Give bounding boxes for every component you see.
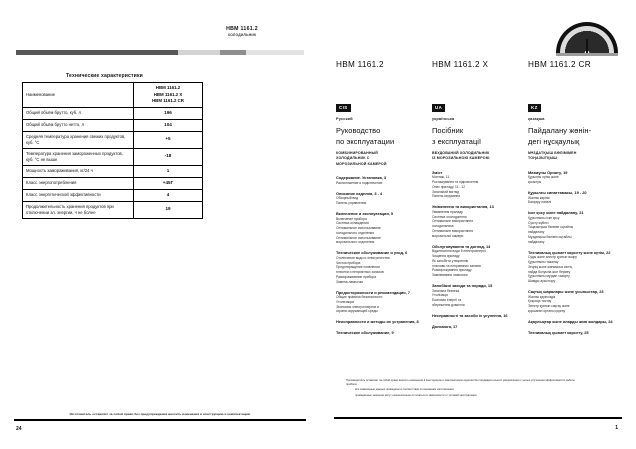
grey-bar-segment-4 — [246, 50, 304, 55]
left-footer-note: Изготовитель оставляет за собой право без предупреждения вносить изменения в конструкцию и комплектацию — [69, 412, 251, 416]
spec-key: Наименование — [23, 83, 134, 108]
toc-entry-title[interactable]: Техническое обслуживание и уход, 6 — [336, 250, 408, 256]
table-row — [23, 119, 203, 131]
toc-entry-title[interactable]: Техникалық қызмет көрсету және күтім, 22 — [528, 249, 611, 255]
language-label: қазақша — [528, 117, 545, 121]
toc-group[interactable] — [432, 204, 520, 238]
toc-entry-subitems: Суды және электр қуатын өшіру Құрылғыны тазалау Зеңнің және жағымсыз иістің пайда болуына жол бермеу Құрылғыны мұздан тазарту Шамды ауыстыру — [528, 255, 577, 284]
left-page-number: 24 — [16, 426, 22, 432]
right-page-footnote — [346, 379, 586, 399]
toc-entry-title[interactable]: Запобіжні заходи та поради, 15 — [432, 283, 493, 289]
toc-group[interactable] — [336, 175, 424, 185]
spec-value: 19 — [134, 201, 203, 218]
spec-value: +5 — [134, 131, 203, 148]
guide-subtitle: МҰЗДАТҚЫШ БӨЛІМІМЕН ТОҢАЗЫТҚЫШ — [528, 151, 577, 161]
toc-group[interactable] — [528, 319, 616, 325]
guide-title: Пайдалану жөнін- дегі нұсқаулық — [528, 126, 592, 146]
toc-entry-subitems: Монтаж, 11 Розташування та підключення Опис приладу, 11 - 12 Загальний вигляд Панель керування — [432, 175, 479, 199]
toc-entry-title[interactable]: Неисправности и методы их устранения, 8 — [336, 319, 419, 325]
toc-entry-title[interactable]: Іске қосу және пайдалану, 21 — [528, 210, 584, 216]
language-badge: KZ — [528, 104, 541, 112]
toc-group[interactable] — [336, 330, 424, 336]
toc-group[interactable] — [432, 313, 520, 319]
table-row — [23, 201, 203, 218]
table-row — [23, 131, 203, 148]
toc-entry-subitems: Расположение и подключение — [336, 180, 383, 185]
guide-subtitle: КОМБИНИРОВАННЫЙ ХОЛОДИЛЬНИК С МОРОЗИЛЬНОЙ КАМЕРОЙ — [336, 151, 387, 166]
toc-entry-subitems: Обзорный вид Панель управления — [336, 196, 367, 206]
spec-value: 4 — [134, 189, 203, 201]
toc-group[interactable] — [336, 319, 424, 325]
toc-group[interactable] — [336, 191, 424, 206]
language-badge: CIS — [336, 104, 351, 112]
toc-entry-title[interactable]: Содержание. Установка, 3 — [336, 175, 387, 181]
model-name: HBM 1161.2 X — [432, 60, 489, 69]
left-page-header — [172, 26, 312, 37]
toc-entry-title[interactable]: Увімкнення та використання, 13 — [432, 204, 494, 210]
language-column-cis — [336, 96, 432, 341]
grey-bar-segment-2 — [178, 50, 220, 55]
spec-key: Класс энергопотребления — [23, 177, 134, 189]
toc-group[interactable] — [432, 283, 520, 308]
spec-key: Общий объём брутто нетто, л — [23, 119, 134, 131]
spec-key: Средняя температура хранения свежих продуктов, куб. °C — [23, 131, 134, 148]
spec-key: Температура хранения замороженных продуктов, куб. °C не выше — [23, 148, 134, 165]
toc-group[interactable] — [528, 289, 616, 314]
spec-value: 104 — [134, 119, 203, 131]
table-row — [23, 189, 203, 201]
toc-entry-title[interactable]: Включение и эксплуатация, 5 — [336, 210, 394, 216]
guide-subtitle: ВБУДОВАНИЙ ХОЛОДИЛЬНИК ІЗ МОРОЗИЛЬНОЮ КАМЕРОЮ — [432, 151, 490, 161]
right-page-number: 1 — [615, 425, 618, 431]
logo-arch-shape — [556, 22, 618, 53]
language-column-ua — [432, 96, 528, 341]
toc-entry-title[interactable]: Обслуговування та догляд, 14 — [432, 243, 491, 249]
toc-entry-subitems: Общие правила безопасности Утилизация Экономия электроэнергии и охрана окружающей среды — [336, 295, 383, 314]
toc-entry-subitems: Құрылғыны іске қосу Суыту жүйесі Тоңазытқыш бөлімін оңтайлы пайдалану Мұздатқыш бөлімін оңтайлы пайдалану — [528, 215, 574, 244]
specifications-table-body — [23, 83, 203, 219]
spec-value: +45Г — [134, 177, 203, 189]
header-model-subtitle: ХОЛОДИЛЬНИК — [227, 33, 257, 37]
table-of-contents — [528, 170, 624, 335]
footnote-line: приведённые значения могут незначительно отличаться в зависимости от условий эксплуатации. — [355, 393, 478, 397]
grey-bar-segment-3 — [220, 50, 246, 55]
toc-entry-subitems: Включение прибора Система охлаждения Оптимальное использование холодильного отделения Оптимальное использование морозильного отделения — [336, 216, 381, 245]
language-label: Русский — [336, 117, 353, 121]
hotpoint-ariston-logo-icon — [556, 22, 618, 56]
spec-key: Продолжительность хранения продуктов при отключении эл. энергии, ч не более — [23, 201, 134, 218]
table-row — [23, 177, 203, 189]
left-footer-rule — [14, 419, 306, 421]
language-columns — [336, 96, 624, 341]
toc-entry-title[interactable]: Ақаулықтар және оларды жою жолдары, 24 — [528, 318, 613, 324]
toc-entry-subitems: Увімкнення приладу Система охолодження Оптимальне використання холодильника Оптимальне використання морозильної камери — [432, 209, 473, 238]
spec-value: 1 — [134, 165, 203, 177]
right-footer-rule — [334, 417, 622, 419]
toc-entry-title[interactable]: Құрылғы сипаттамасы, 19 - 20 — [528, 190, 587, 196]
spec-value: 196 — [134, 107, 203, 119]
model-name: HBM 1161.2 CR — [528, 60, 591, 69]
model-name-row — [336, 60, 624, 69]
table-row — [23, 83, 203, 108]
language-badge: UA — [432, 104, 445, 112]
spec-value: HBM 1161.2 HBM 1161.2 X HBM 1161.2 CR — [134, 83, 203, 108]
specifications-table — [22, 82, 203, 219]
right-page — [318, 0, 636, 449]
toc-group[interactable] — [528, 190, 616, 205]
toc-entry-title[interactable]: Описание изделия, 3 - 4 — [336, 190, 383, 196]
spec-key: Класс энергетической эффективности — [23, 189, 134, 201]
spec-key: Мощность замораживания, кг/24 ч — [23, 165, 134, 177]
table-of-contents — [432, 170, 528, 329]
toc-group[interactable] — [432, 324, 520, 330]
spec-value: -18 — [134, 148, 203, 165]
table-of-contents — [336, 175, 432, 336]
language-label: українська — [432, 117, 455, 121]
toc-group[interactable] — [336, 211, 424, 245]
toc-entry-subitems: Құрылғы орны және қосылуы — [528, 175, 559, 185]
toc-entry-title[interactable]: Мазмұны Орнату, 19 — [528, 169, 568, 175]
table-row — [23, 107, 203, 119]
toc-group[interactable] — [336, 290, 424, 315]
toc-group[interactable] — [528, 210, 616, 244]
toc-entry-title[interactable]: Техникалық қызмет көрсету, 25 — [528, 329, 589, 335]
toc-entry-title[interactable]: Зміст — [432, 169, 443, 175]
header-grey-bar — [16, 50, 304, 55]
footnote-line: Производитель оставляет за собой право вносить изменения в конструкцию и комплектацию изделия без предварительного уведомления с целью улучшения эффективности работы прибора: — [346, 379, 575, 387]
toc-entry-title[interactable]: Допомога, 17 — [432, 323, 458, 329]
guide-title: Руководство по эксплуатации — [336, 126, 395, 146]
specifications-title: Технические характеристики — [66, 73, 143, 79]
toc-entry-subitems: Жалпы көрініс Басқару панелі — [528, 195, 552, 205]
header-model-name: HBM 1161.2 — [226, 26, 258, 32]
toc-group[interactable] — [336, 250, 424, 284]
toc-group[interactable] — [432, 244, 520, 278]
table-row — [23, 148, 203, 165]
toc-entry-title[interactable]: Техническое обслуживание, 9 — [336, 330, 394, 336]
toc-entry-title[interactable]: Предосторожности и рекомендации, 7 — [336, 289, 410, 295]
spec-key: Общий объём брутто, куб. л — [23, 107, 134, 119]
table-row — [23, 165, 203, 177]
toc-group[interactable] — [528, 330, 616, 336]
model-name: HBM 1161.2 — [336, 60, 384, 69]
toc-entry-title[interactable]: Сақтық шаралары және ұсыныстар, 23 — [528, 289, 604, 294]
logo-base-bar — [556, 53, 618, 56]
toc-entry-title[interactable]: Несправності та засоби їх усунення, 16 — [432, 312, 508, 318]
toc-entry-subitems: Відключення води й електроенергії Чищення приладу Як запобігти утворенню плісняви та неприємних запахів Розморожування приладу Замінювання лампочки — [432, 249, 486, 278]
toc-entry-subitems: Загальна безпека Утилізація Економія енергії та збереження довкілля — [432, 288, 465, 307]
guide-title: Посібник з експлуатації — [432, 126, 482, 146]
toc-group[interactable] — [432, 170, 520, 199]
toc-group[interactable] — [528, 250, 616, 284]
grey-bar-segment-1 — [16, 50, 178, 55]
toc-entry-subitems: Отключение воды и электричества Чистка прибора Предотвращение появления плесени и неприятных запахов Размораживание прибора Замена лампочки — [336, 255, 390, 284]
language-column-kz — [528, 96, 624, 341]
toc-entry-subitems: Жалпы қауіпсіздік Қоқысқа тастау Электр қуатын сақтау және қоршаған ортаны қорғау — [528, 294, 570, 313]
toc-group[interactable] — [528, 170, 616, 185]
footnote-line: все заявленные данные приведены в соответствии со временем изготовления; — [355, 388, 455, 392]
